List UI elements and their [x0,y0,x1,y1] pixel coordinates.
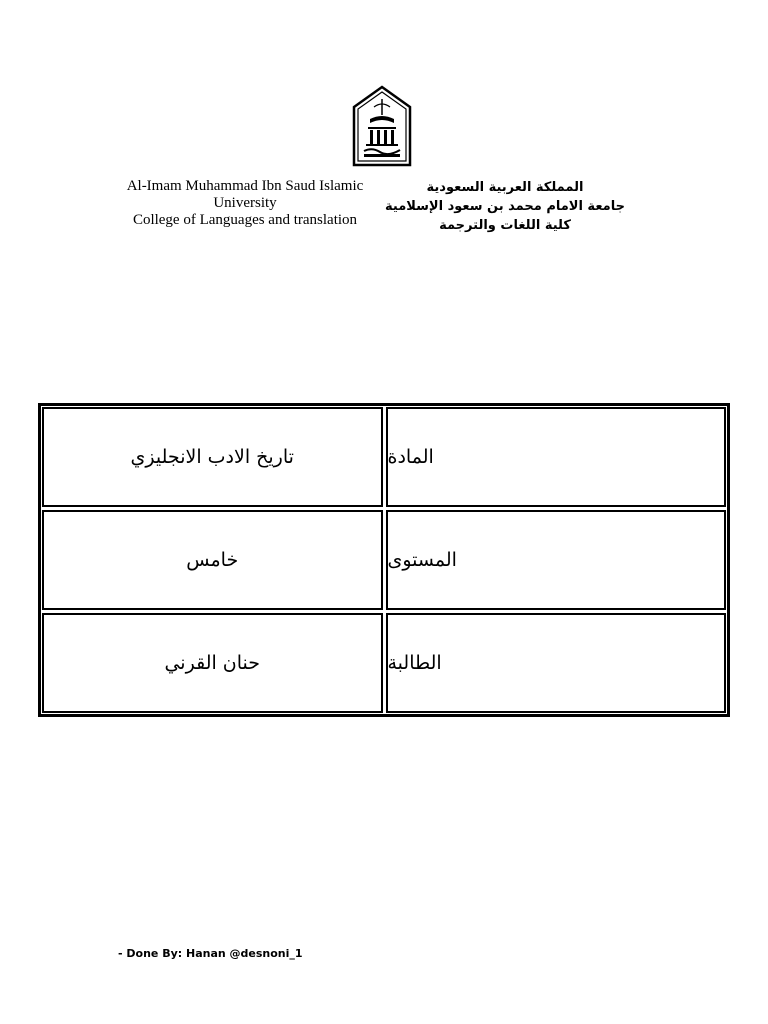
header-arabic-line-1: المملكة العربية السعودية [426,180,584,195]
footer-credit: - Done By: Hanan @desnoni_1 [118,947,303,960]
university-emblem-icon [350,85,414,167]
info-table [38,403,730,717]
level-value: خامس [186,549,239,571]
student-label-cell [386,613,727,713]
student-value: حنان القرني [164,652,261,674]
header-english-line-1: Al-Imam Muhammad Ibn Saud Islamic [126,178,364,194]
subject-value-cell [42,407,383,507]
subject-label-cell [386,407,727,507]
header-arabic-line-3: كلية اللغات والترجمة [439,218,571,233]
header-english [100,178,390,229]
student-label: الطالبة [387,652,442,674]
level-label-cell [386,510,727,610]
subject-label: المادة [387,446,434,468]
header-arabic [380,178,630,235]
level-label: المستوى [387,549,457,571]
header-arabic-line-2: جامعة الامام محمد بن سعود الإسلامية [385,199,625,214]
subject-value: تاريخ الادب الانجليزي [130,446,294,468]
level-value-cell [42,510,383,610]
student-value-cell [42,613,383,713]
header-english-line-2: University [213,195,277,211]
header-english-line-3: College of Languages and translation [132,212,358,228]
